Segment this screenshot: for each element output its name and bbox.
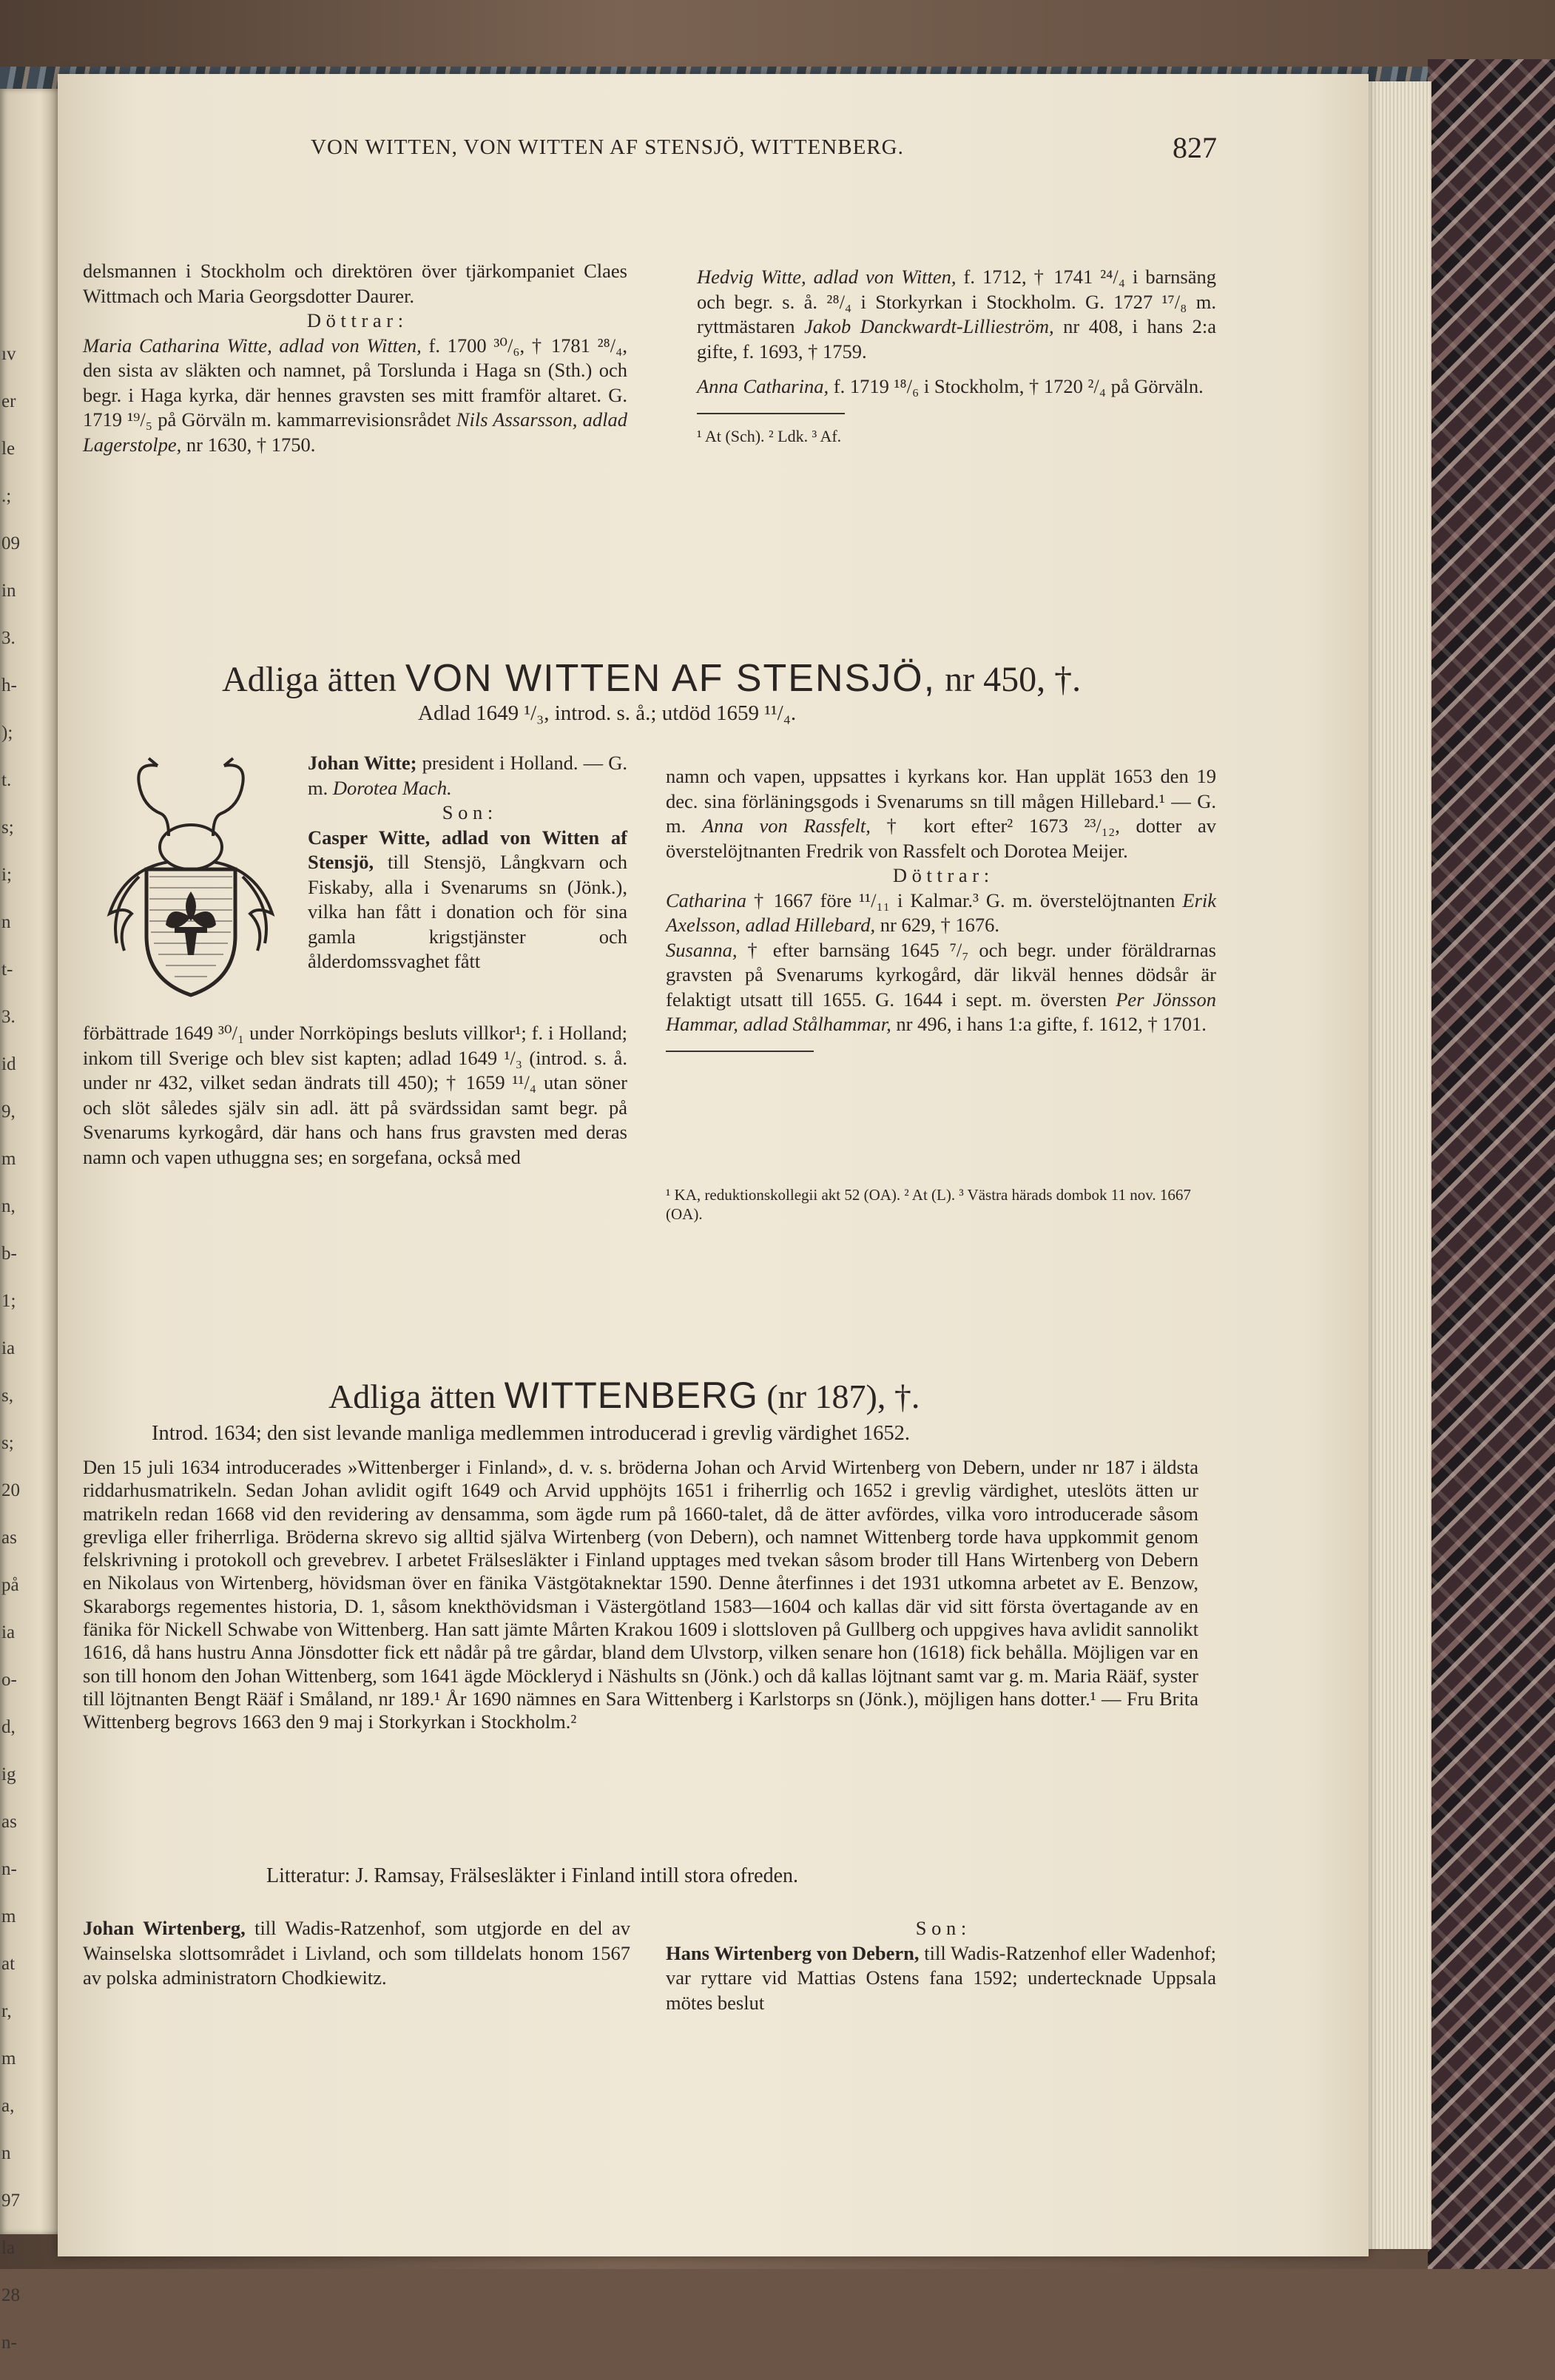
text: till Wadis-Ratzenhof, som utgjorde en del av Wainselska slottsområdet i Livland, och som tilldelats honom 1567 av polska administratorn Chodkiewitz.	[83, 1917, 630, 1989]
paragraph: delsmannen i Stockholm och direktören över tjärkompaniet Claes Wittmach och Maria Georgsdotter Daurer.	[83, 260, 627, 307]
person-name: Johan Witte;	[308, 752, 417, 774]
heading-caps: VON WITTEN AF STENSJÖ,	[405, 657, 937, 700]
spouse-name: Per Jönsson Hammar, adlad Stålhammar,	[666, 988, 1216, 1035]
heading-caps: WITTENBERG	[504, 1375, 758, 1416]
footnote-rule	[666, 1051, 814, 1052]
left-page-fragment: n-	[1, 1859, 17, 1879]
text: till Wadis-Ratzenhof eller Wadenhof; var ryttare vid Mattias Ostens fana 1592; undertecknade Uppsala mötes beslut	[666, 1941, 1217, 2014]
running-head: VON WITTEN, VON WITTEN AF STENSJÖ, WITTENBERG.	[311, 135, 904, 159]
text: president i Holland. — G. m.	[308, 752, 628, 799]
person-name: Casper Witte, adlad von Witten af Stensjö,	[308, 826, 627, 873]
left-page-fragment: s;	[1, 818, 14, 837]
dottrar-heading: D ö t t r a r :	[306, 309, 404, 331]
left-page-fragment: m	[1, 1149, 16, 1169]
literature-reference: Litteratur: J. Ramsay, Frälsesläkter i Finland intill stora ofreden.	[266, 1864, 799, 1887]
left-page-fragment: ig	[1, 1764, 16, 1784]
witte-block-continued	[83, 1021, 627, 1170]
text: † 1667 före ¹¹/₁₁ i Kalmar.³ G. m. överstelöjtnanten	[753, 889, 1175, 911]
left-page-fragment: m	[1, 1907, 16, 1926]
heading-prefix: Adliga ätten	[328, 1378, 496, 1415]
paragraph	[308, 826, 627, 974]
spouse-name: Nils Assarsson, adlad Lagerstolpe,	[83, 408, 628, 456]
paragraph	[666, 764, 1216, 863]
person-name: Catharina	[666, 889, 746, 911]
heading-suffix: (nr 187), †.	[766, 1378, 920, 1415]
paragraph	[697, 265, 1216, 364]
paragraph	[666, 889, 1216, 938]
left-page-fragment: in	[1, 581, 16, 601]
left-page-fragment: t.	[1, 770, 12, 790]
left-page-fragment: ia	[1, 1338, 16, 1358]
coat-of-arms-icon	[87, 751, 294, 1002]
person-name: Hedvig Witte, adlad von Witten,	[697, 266, 957, 288]
left-page-fragment: t-	[1, 960, 13, 980]
left-page-fragment: n,	[1, 1196, 16, 1216]
left-page-fragment: r,	[1, 2001, 12, 2021]
left-page-fragment: 9,	[1, 1102, 16, 1122]
text: nr 629, † 1676.	[880, 914, 999, 936]
heading-suffix: nr 450, †.	[945, 660, 1082, 699]
left-page-fragment: o-	[1, 1670, 17, 1690]
person-name: Hans Wirtenberg von Debern,	[666, 1941, 920, 1964]
top-left-column	[83, 259, 627, 457]
left-page-fragment: .;	[1, 486, 12, 506]
left-page-fragment: 20	[1, 1480, 20, 1500]
text: till Stensjö, Långkvarn och Fiskaby, alla i Svenarums sn (Jönk.), vilka han fått i donation och för sina gamla krigstjänster och ålderdomssvaghet fått	[308, 851, 627, 972]
left-page-edge	[0, 89, 58, 2353]
left-page-fragment: ıv	[1, 344, 16, 364]
wittenberg-body	[83, 1456, 1198, 1734]
left-page-fragment: 09	[1, 533, 20, 553]
text: nr 408, i hans 2:a gifte, f. 1693, † 1759.	[697, 315, 1217, 363]
paragraph: Den 15 juli 1634 introducerades »Wittenberger i Finland», d. v. s. bröderna Johan och Arvid Wirtenberg von Debern, under nr 187 i äldsta riddarhusmatrikeln. Sedan Johan avlidit ogift 1649 och Arvid upphöjts 1651 i friherrlig och 1652 i grevlig värdighet, uteslöts ätten ur matrikeln redan 1668 vid den revidering av densamma, som ägde rum på 1660-talet, då de ätter avfördes, vilka voro introducerade såsom grevliga eller friherrliga. Bröderna skrevo sig alltid själva Wirtenberg (von Debern), och namnet Wittenberg torde hava uppkommit genom felskrivning i protokoll och grevebrev. I arbetet Frälsesläkter i Finland upptages med tvekan såsom broder till Hans Wirtenberg von Debern en Nikolaus von Wirtenberg, hövidsman över en fänika Västgötaknektar 1590. Denne återfinnes i det 1931 utkomna arbetet av E. Benzow, Skaraborgs regementes historia, D. 1, såsom knekthövidsman i Västergötland 1583—1604 och kallas där vid sitt första övertagande av en fänika för Nickell Schwabe von Wittenberg. Han satt jämte Mårten Krakou 1609 i slottsloven på Gullberg och uppgives hava avlidit sannolikt 1616, då hans hustru Anna Jönsdotter fick ett nådår på tre gårdar, bland dem Ulvstorp, vilken senare hon (1618) fick behålla. Möjligen var en son till honom den Johan Wittenberg, som 1641 ägde Möckleryd i Näshults sn (Jönk.) och då kallas löjtnant samt var g. m. Maria Rääf, syster till löjtnanten Bengt Rääf i Småland, nr 189.¹ År 1690 nämnes en Sara Wittenberg i Karlstorps sn (Jönk.), möjligen hans dotter.¹ — Fru Brita Wittenberg begrovs 1663 den 9 maj i Storkyrkan i Stockholm.²	[83, 1456, 1198, 1733]
left-page-fragment: d,	[1, 1717, 16, 1737]
left-page-fragment: på	[1, 1575, 19, 1595]
witte-block-right-of-crest	[308, 751, 627, 974]
witten-right-column	[666, 764, 1216, 1064]
dottrar-heading: D ö t t r a r :	[892, 864, 990, 886]
person-name: Anna Catharina,	[697, 375, 829, 397]
wittenberg-left-column	[83, 1916, 630, 1991]
left-page-fragment: le	[1, 439, 16, 459]
left-page-fragment: 97	[1, 2191, 20, 2211]
left-page-fragment: ia	[1, 1622, 16, 1642]
left-page-fragment: as	[1, 1528, 17, 1548]
left-page-fragment: n-	[1, 2333, 17, 2353]
person-name: Susanna,	[666, 938, 738, 961]
text: † kort efter² 1673 ²³/₁₂, dotter av överstelöjtnanten Fredrik von Rassfelt och Dorotea Meijer.	[666, 815, 1216, 862]
page-number: 827	[1173, 131, 1217, 164]
text: nr 1630, † 1750.	[186, 433, 316, 456]
text: f. 1700 ³⁰/₆, † 1781 ²⁸/₄, den sista av släkten och namnet, på Torslunda i Haga sn (Sth.) och begr. i Haga kyrka, där hennes gravsten ses mitt framför altaret. G. 1719 ¹⁹/₅ på Görväln m. kammarrevisionsrådet	[83, 334, 628, 431]
spouse-name: Jakob Danckwardt-Lillieström,	[803, 315, 1054, 337]
text: namn och vapen, uppsattes i kyrkans kor. Han upplät 1653 den 19 dec. sina förläningsgods i Svenarums sn till mågen Hillebard.¹ — G. m.	[666, 765, 1216, 837]
section-heading-wittenberg	[328, 1374, 920, 1417]
left-page-fragment: 1;	[1, 1291, 16, 1311]
paragraph: förbättrade 1649 ³⁰/₁ under Norrköpings besluts villkor¹; f. i Holland; inkom till Sverige och blev sist kapten; adlad 1649 ¹/₃ (introd. s. å. under nr 432, vilket sedan ändrats till 450); † 1659 ¹¹/₄ utan söner och slöt således själv sin adl. ätt på svärdssidan samt begr. på Svenarums kyrkogård, där hans och hans frus gravsten med deras namn och vapen uthuggna ses; en sorgefana, också med	[83, 1022, 627, 1168]
heading-prefix: Adliga ätten	[222, 660, 397, 699]
text: f. 1712, † 1741 ²⁴/₄ i barnsäng och begr. s. å. ²⁸/₄ i Storkyrkan i Stockholm. G. 1727 ¹⁷/₈ m. ryttmästaren	[697, 266, 1217, 337]
left-page-fragment: s;	[1, 1433, 14, 1453]
spouse-name: Dorotea Mach.	[332, 776, 452, 799]
paragraph	[697, 374, 1216, 400]
left-page-fragments	[1, 344, 46, 2380]
person-name: Johan Wirtenberg,	[83, 1917, 246, 1939]
left-page-fragment: );	[1, 723, 13, 743]
spouse-name: Anna von Rassfelt,	[701, 815, 871, 837]
paragraph	[666, 938, 1216, 1037]
left-page-fragment: b-	[1, 1244, 17, 1264]
left-page-fragment: 3.	[1, 628, 16, 648]
left-page-fragment: as	[1, 1812, 17, 1832]
left-page-fragment: la	[1, 2238, 16, 2258]
marbled-fore-edge	[1428, 59, 1555, 2269]
text: † efter barnsäng 1645 ⁷/₇ och begr. under föräldrarnas gravsten på Svenarums kyrkogård, där likväl hennes dödsår är felaktigt utsatt till 1655. G. 1644 i sept. m. översten	[666, 938, 1216, 1011]
footnote-rule	[697, 413, 845, 414]
spouse-name: Erik Axelsson, adlad Hillebard,	[666, 889, 1217, 936]
left-page-fragment: s,	[1, 1386, 13, 1406]
top-right-column	[697, 265, 1216, 447]
paragraph	[83, 334, 627, 458]
left-page-fragment: 28	[1, 2285, 20, 2305]
son-heading: S o n :	[915, 1917, 967, 1939]
page-edges	[1361, 81, 1431, 2249]
footnotes: ¹ KA, reduktionskollegii akt 52 (OA). ² At (L). ³ Västra härads dombok 11 nov. 1667 (OA).	[666, 1186, 1191, 1223]
left-page-fragment: at	[1, 1954, 16, 1974]
left-page-fragment: h-	[1, 675, 17, 695]
section-heading-von-witten-af-stensjo	[222, 656, 1081, 701]
son-heading: S o n :	[442, 801, 493, 823]
left-page-fragment: m	[1, 2049, 16, 2069]
paragraph	[666, 1941, 1216, 2016]
left-page-fragment: a,	[1, 2096, 15, 2116]
person-name: Maria Catharina Witte, adlad von Witten,	[83, 334, 422, 357]
paragraph	[83, 1916, 630, 1991]
left-page-fragment: er	[1, 391, 16, 411]
paragraph	[308, 751, 627, 800]
footnotes: ¹ At (Sch). ² Ldk. ³ Af.	[697, 426, 842, 445]
text: nr 496, i hans 1:a gifte, f. 1612, † 1701.	[896, 1013, 1207, 1035]
section-subheading: Introd. 1634; den sist levande manliga medlemmen introducerad i grevlig värdighet 1652.	[152, 1422, 910, 1445]
left-page-fragment: n	[1, 2143, 11, 2163]
wittenberg-right-column	[666, 1916, 1216, 2015]
section-subheading: Adlad 1649 ¹/₃, introd. s. å.; utdöd 1659 ¹¹/₄.	[418, 701, 797, 725]
left-page-fragment: n	[1, 912, 11, 932]
left-page-fragment: 3.	[1, 1007, 16, 1027]
left-page-fragment: i;	[1, 865, 12, 885]
left-page-fragment: id	[1, 1054, 16, 1074]
text: f. 1719 ¹⁸/₆ i Stockholm, † 1720 ²/₄ på Görväln.	[833, 375, 1204, 397]
